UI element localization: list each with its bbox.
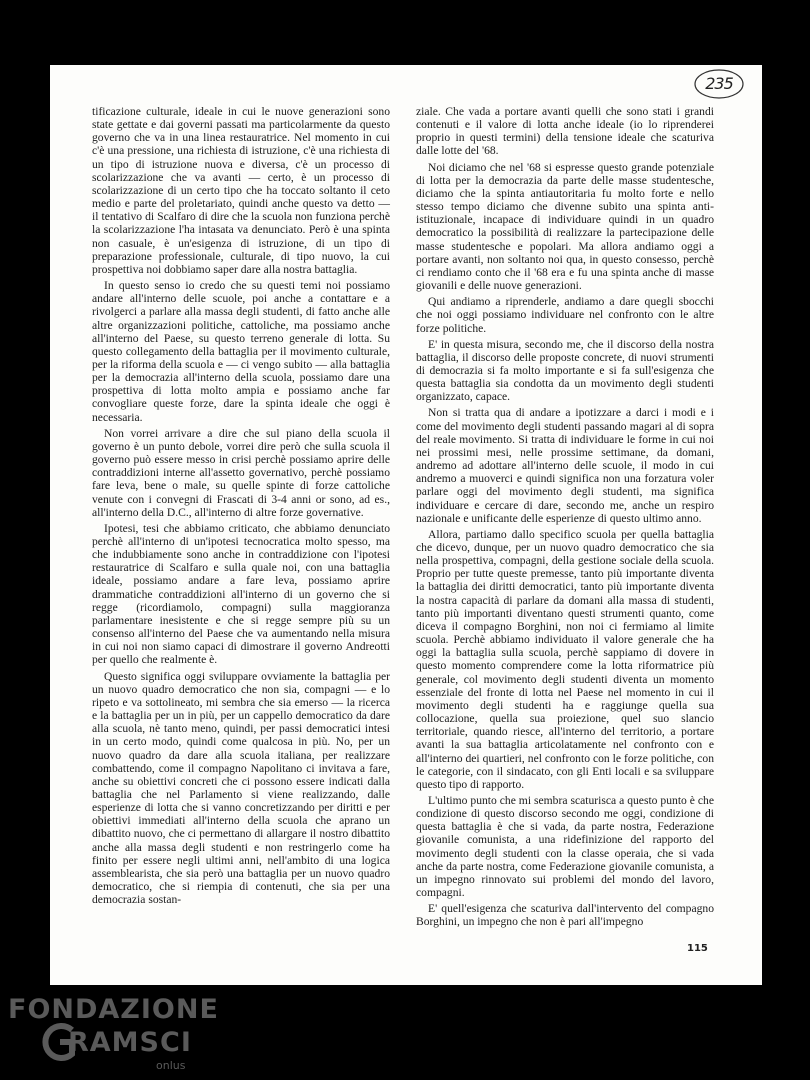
left-paragraph: In questo senso io credo che su questi temi noi possiamo andare all'interno delle scuole, poi anche a contattare e a rivolgerci a parlare alla massa degli studenti, di fatto anche alle altre organizzazioni politiche, cattoliche, ma possiamo anche all'interno del Paese, su questo terreno generale di lotta. Su questo collegamento della battaglia per il movimento culturale, per la riforma della scuola e — ci vengo subito — alla battaglia per la democrazia all'interno della scuola, possiamo dare una prospettiva di lotta molto ampia e possiamo anche far convogliare queste forze, dare la spinta ideale che oggi è necessaria. <box>92 279 390 424</box>
right-paragraph: Qui andiamo a riprenderle, andiamo a dare quegli sbocchi che noi oggi possiamo individuare nel confronto con le altre forze politiche. <box>416 295 714 335</box>
right-column <box>416 105 714 929</box>
watermark-logo <box>8 992 248 1072</box>
watermark-suffix: onlus <box>156 1059 186 1072</box>
right-paragraph: ziale. Che vada a portare avanti quelli che sono stati i grandi contenuti e il valore di lotta anche ideale (io lo riprenderei proprio in questi termini) della tensione ideale che scaturiva dalle lotte del '68. <box>416 105 714 158</box>
right-paragraph: Non si tratta qua di andare a ipotizzare a darci i modi e i come del movimento degli studenti passando magari al di sopra del reale movimento. Si tratta di individuare le forme in cui noi nei prossimi mesi, nelle prossime settimane, da domani, andremo ad adottare all'interno delle scuole, il modo in cui andremo a muoverci e quindi significa non una forzatura voler parlare oggi del movimento degli studenti, ma significa individuare e cercare di dare, secondo me, anche un respiro nazionale e unificante delle esperienze di questo ultimo anno. <box>416 406 714 525</box>
right-paragraph: Noi diciamo che nel '68 si espresse questo grande potenziale di lotta per la democrazia da parte delle masse studentesche, diciamo che la spinta antiautoritaria fu molto forte e nello stesso tempo diciamo che divenne subito una spinta anti-istituzionale, incapace di individuare quindi in un quadro democratico la possibilità di realizzare la partecipazione delle masse studentesche e popolari. Ma allora andiamo oggi a portare avanti, non soltanto noi qua, in questo consesso, perchè ci rendiamo conto che il '68 era e fu una spinta anche di masse giovanili e delle nuove generazioni. <box>416 160 714 293</box>
left-paragraph: Non vorrei arrivare a dire che sul piano della scuola il governo è un punto debole, vorrei dire però che sulla scuola il governo può essere messo in crisi perchè possiamo aprire delle contraddizioni interne all'assetto governativo, perchè possiamo fare leva, bene o male, su quelle spinte di forze cattoliche venute con i convegni di Frascati di 3-4 anni or sono, ad es., all'interno della D.C., all'interno di altre forze governative. <box>92 426 390 519</box>
archive-folio <box>692 67 746 101</box>
document-page <box>50 65 762 985</box>
right-paragraph: E' quell'esigenza che scaturiva dall'intervento del compagno Borghini, un impegno che non è pari all'impegno <box>416 902 714 929</box>
right-paragraph: L'ultimo punto che mi sembra scaturisca a questo punto è che condizione di questo discorso secondo me oggi, condizione di questa battaglia è che si vada, da parte nostra, Federazione giovanile comunista, a una ridefinizione del rapporto del movimento degli studenti con la classe operaia, che si vada anche da parte nostra, come Federazione giovanile comunista, a un impegno rinnovato sui problemi del mondo del lavoro, compagni. <box>416 793 714 900</box>
left-column <box>92 105 390 906</box>
watermark-line2: RAMSCI <box>68 1027 192 1058</box>
left-paragraph: tificazione culturale, ideale in cui le nuove generazioni sono state gettate e dai governi passati ma particolarmente da questo governo che va in una linea restauratrice. Nel momento in cui c'è una pressione, una richiesta di istruzione, c'è una richiesta di un tipo di istruzione nuova e diversa, c'è un processo di scolarizzazione che va avanti — certo, è un processo di scolarizzazione di un certo tipo che ha toccato soltanto il ceto medio e parte del proletariato, quindi anche questo va detto — il tentativo di Scalfaro di dire che la scuola non funziona perchè la scolarizzazione l'ha intasata va denunciato. Però è una spinta non casuale, è un'esigenza di istruzione, di un tipo di preparazione professionale, culturale, di tipo nuovo, la cui prospettiva noi dobbiamo saper dare alla nostra battaglia. <box>92 105 390 276</box>
right-paragraph: E' in questa misura, secondo me, che il discorso della nostra battaglia, il discorso delle proposte concrete, di nuovi strumenti di democrazia si fa molto importante e si fa sull'esigenza che questa battaglia sia condotta da un movimento degli studenti organizzato, capace. <box>416 337 714 404</box>
page-number: 115 <box>687 943 708 954</box>
right-paragraph: Allora, partiamo dallo specifico scuola per quella battaglia che dicevo, dunque, per un nuovo quadro democratico che sia nella prospettiva, compagni, della gestione sociale della scuola. Proprio per tutte queste premesse, tanto più importante diventa la battaglia dei diritti democratici, tanto più importante diventa la nostra capacità di parlare da domani alla massa di studenti, tanto più importanti diventano questi strumenti quanto, come diceva il compagno Borghini, non noi ci fermiamo al limite scuola. Perchè abbiamo individuato il valore generale che ha oggi la battaglia sulla scuola, perchè sappiamo di dovere in questo momento comprendere come la lotta riformatrice più generale, col movimento degli studenti diventa un momento essenziale del fronte di lotta nel Paese nel momento in cui il movimento degli studenti ha e raggiunge quella sua collocazione, quella sua proiezione, quel suo slancio territoriale, quando riesce, all'interno del territorio, a portare avanti la sua battaglia articolatamente nel confronto con e all'interno dei quartieri, nel confronto con le forze politiche, con le categorie, con il sindacato, con gli Enti locali e sa sviluppare questo tipo di rapporto. <box>416 527 714 791</box>
left-paragraph: Ipotesi, tesi che abbiamo criticato, che abbiamo denunciato perchè all'interno di un'ipotesi tecnocratica molto spesso, ma che indubbiamente sono anche in contraddizione con l'ipotesi restauratrice di Scalfaro e sulla quale noi, con una battaglia ideale, possiamo andare a fare leva, possiamo aprire drammatiche contraddizioni all'interno di un governo che si regge (ricordiamolo, compagni) sulla maggioranza parlamentare inesistente e che si regge sempre più su un consenso all'interno del Paese che va aumentando nella misura in cui noi non siamo capaci di dimostrare il governo Andreotti per quello che realmente è. <box>92 521 390 667</box>
left-paragraph: Questo significa oggi sviluppare ovviamente la battaglia per un nuovo quadro democratico che non sia, compagni — e lo ripeto e va sottolineato, mi sembra che sia emerso — la ricerca e la battaglia per un in più, per un cappello democratico da dare alla scuola, nè tanto meno, quindi, per passi democratici intesi in un certo modo, quindi come qualcosa in più. No, per un nuovo quadro da dare alla scuola italiana, per realizzare combattendo, come il compagno Napolitano ci invitava a fare, anche su obiettivi concreti che ci possono essere indicati dalla battaglia che nel Parlamento si viene realizzando, dalle esperienze di lotta che si vanno concretizzando per diritti e per obiettivi immediati all'interno della scuola che aprano un dibattito nuovo, che ci permettano di allargare il nostro dibattito anche alla massa degli studenti e non restringerlo come ha finito per essere negli ultimi anni, nell'ambito di una logica assemblearista, che sia però una battaglia per un nuovo quadro democratico, che si riempia di contenuti, che sia per una democrazia sostan- <box>92 669 390 907</box>
watermark-line1: FONDAZIONE <box>8 994 219 1025</box>
folio-number: 235 <box>705 74 733 93</box>
